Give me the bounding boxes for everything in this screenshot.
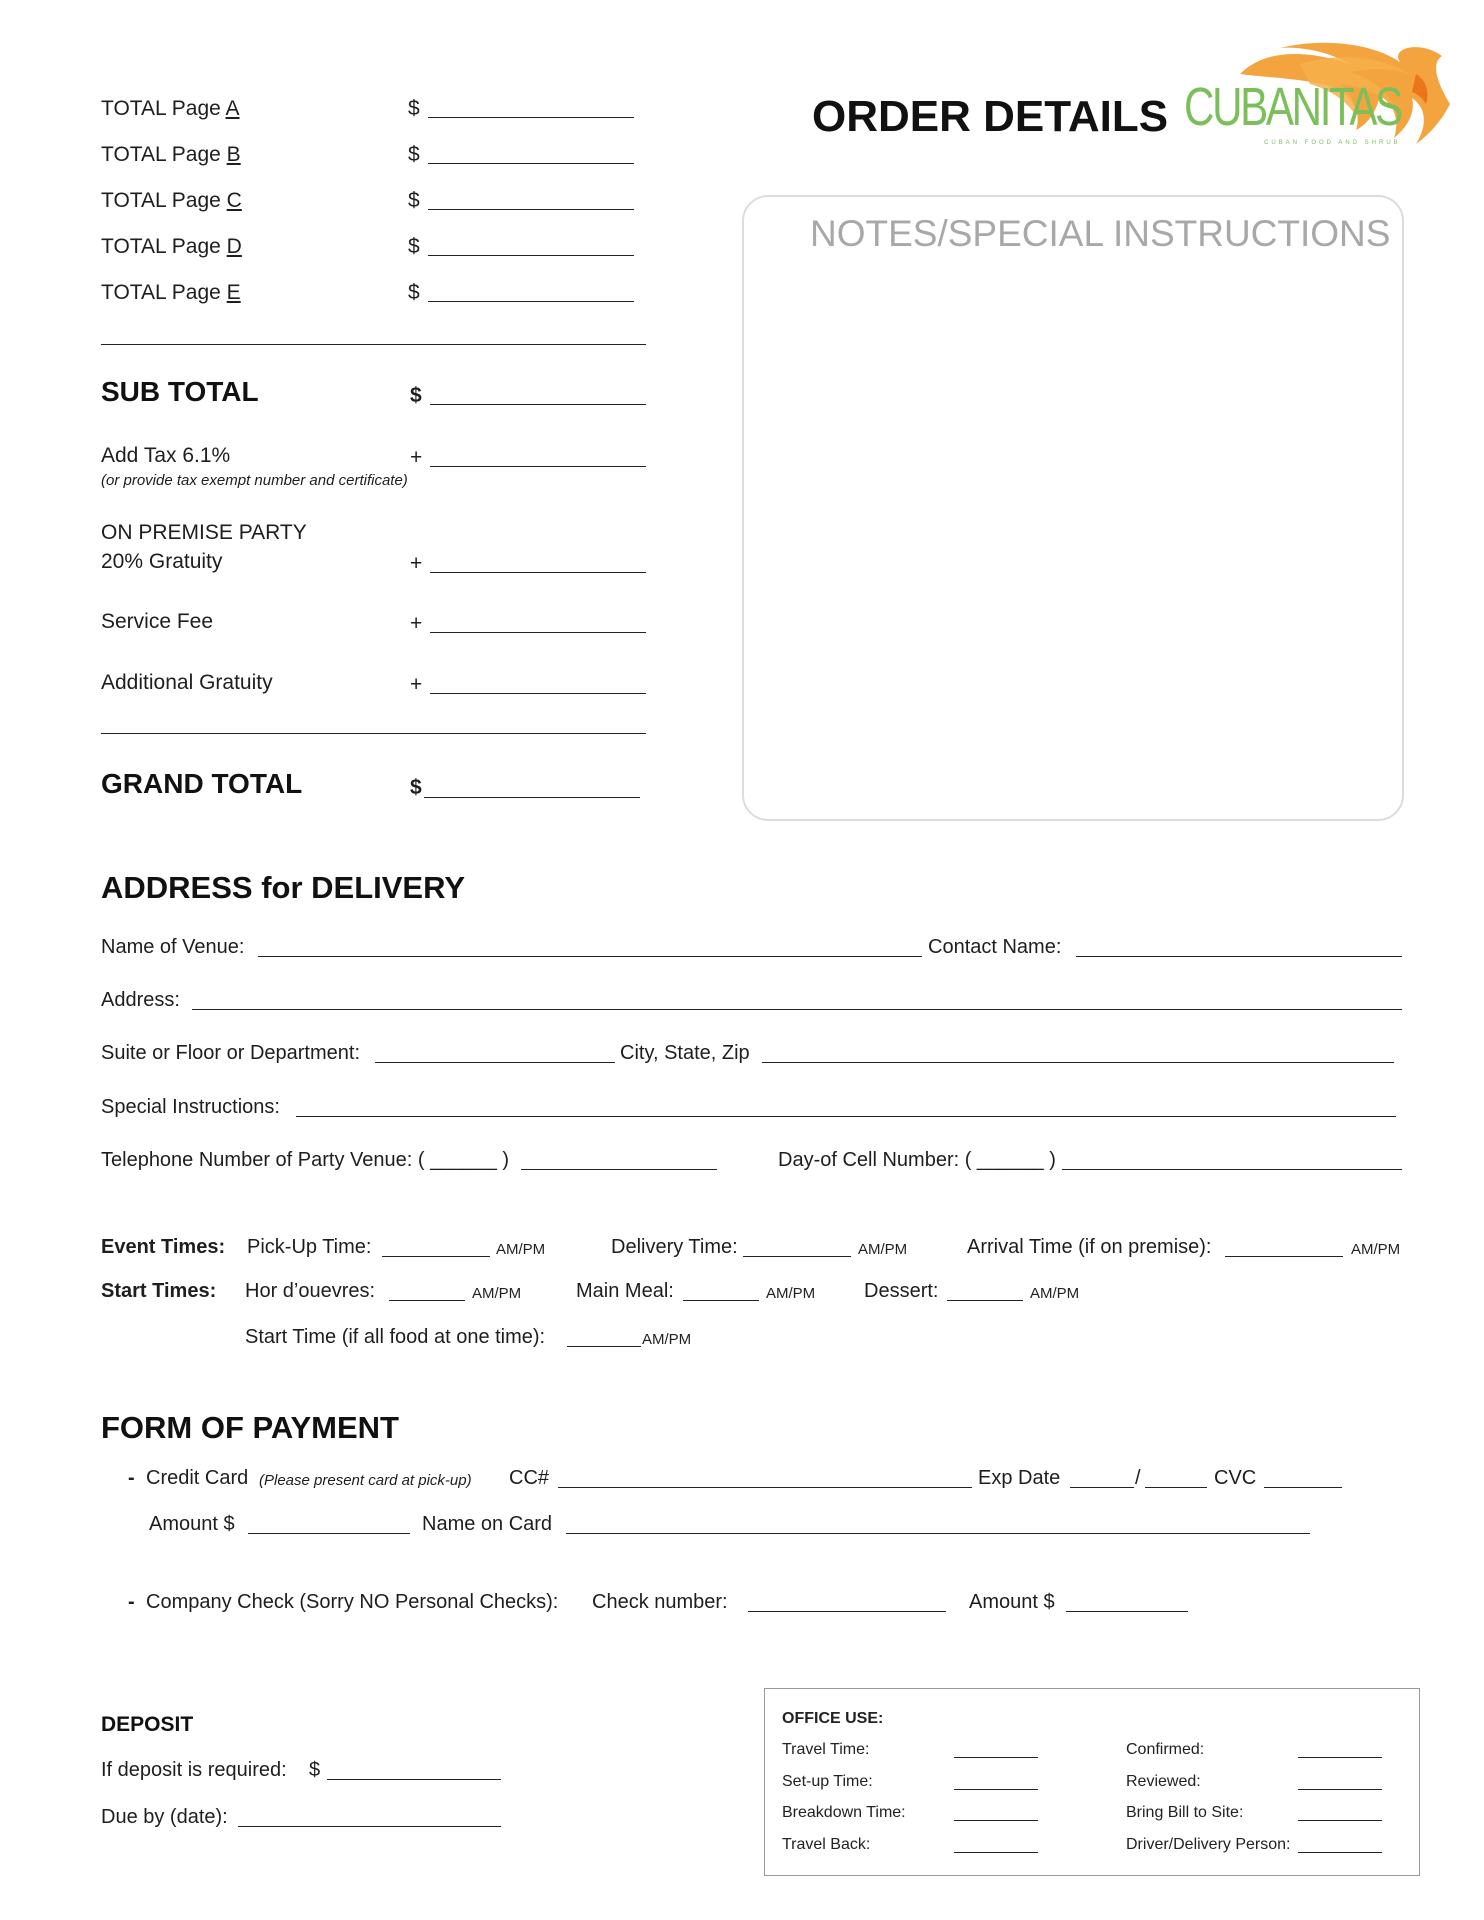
tax-note: (or provide tax exempt number and certificate) <box>101 472 408 489</box>
currency-symbol: $ <box>410 776 422 799</box>
travel-back-label: Travel Back: <box>782 1836 871 1853</box>
cc-note: (Please present card at pick-up) <box>259 1472 472 1489</box>
total-page-a-field[interactable] <box>428 117 634 118</box>
office-use-title: OFFICE USE: <box>782 1710 884 1727</box>
setup-time-label: Set-up Time: <box>782 1773 873 1790</box>
hors-label: Hor d’ouevres: <box>245 1280 376 1302</box>
delivery-time-label: Delivery Time: <box>611 1236 738 1258</box>
phone-label: Telephone Number of Party Venue: ( ______ ) <box>101 1149 510 1171</box>
deposit-amount-field[interactable] <box>327 1779 501 1780</box>
payment-heading: FORM OF PAYMENT <box>101 1410 399 1445</box>
total-page-e-label: TOTAL Page E <box>101 281 241 304</box>
one-time-field[interactable] <box>567 1346 641 1347</box>
pickup-field[interactable] <box>382 1256 490 1257</box>
phone-field[interactable] <box>521 1169 717 1170</box>
divider <box>101 344 646 345</box>
bring-bill-label: Bring Bill to Site: <box>1126 1804 1244 1821</box>
check-number-field[interactable] <box>748 1611 946 1612</box>
total-page-e-field[interactable] <box>428 301 634 302</box>
ampm-label: AM/PM <box>858 1241 908 1258</box>
name-on-card-field[interactable] <box>566 1533 1310 1534</box>
currency-symbol: $ <box>408 281 420 304</box>
due-date-label: Due by (date): <box>101 1806 228 1828</box>
arrival-time-field[interactable] <box>1225 1256 1343 1257</box>
sub-total-label: SUB TOTAL <box>101 376 259 407</box>
additional-gratuity-field[interactable] <box>430 693 646 694</box>
total-page-a-label: TOTAL Page A <box>101 97 240 120</box>
name-on-card-label: Name on Card <box>422 1513 553 1535</box>
notes-box[interactable] <box>742 195 1404 821</box>
currency-symbol: $ <box>309 1759 321 1781</box>
travel-time-label: Travel Time: <box>782 1741 870 1758</box>
cell-label: Day-of Cell Number: ( ______ ) <box>778 1149 1056 1171</box>
bring-bill-field[interactable] <box>1298 1820 1382 1821</box>
suite-field[interactable] <box>375 1062 615 1063</box>
ampm-label: AM/PM <box>1030 1285 1080 1302</box>
company-check-label: Company Check (Sorry NO Personal Checks): <box>146 1591 559 1613</box>
main-meal-label: Main Meal: <box>576 1280 674 1302</box>
tax-label: Add Tax 6.1% <box>101 444 231 467</box>
exp-year-field[interactable] <box>1145 1487 1207 1488</box>
plus-sign: + <box>410 446 423 469</box>
cc-amount-field[interactable] <box>248 1533 410 1534</box>
address-field[interactable] <box>192 1009 1402 1010</box>
breakdown-time-label: Breakdown Time: <box>782 1804 906 1821</box>
city-field[interactable] <box>762 1062 1394 1063</box>
check-amount-field[interactable] <box>1066 1611 1188 1612</box>
exp-month-field[interactable] <box>1070 1487 1134 1488</box>
pickup-label: Pick-Up Time: <box>247 1236 372 1258</box>
total-page-c-field[interactable] <box>428 209 634 210</box>
delivery-time-field[interactable] <box>743 1256 851 1257</box>
cvc-label: CVC <box>1214 1467 1257 1489</box>
exp-slash: / <box>1135 1467 1141 1489</box>
contact-field[interactable] <box>1076 956 1402 957</box>
total-page-c-label: TOTAL Page C <box>101 189 242 212</box>
driver-field[interactable] <box>1298 1852 1382 1853</box>
cc-amount-label: Amount $ <box>149 1513 235 1535</box>
city-label: City, State, Zip <box>620 1042 750 1064</box>
additional-gratuity-label: Additional Gratuity <box>101 671 273 694</box>
total-page-b-label: TOTAL Page B <box>101 143 241 166</box>
contact-label: Contact Name: <box>928 936 1062 958</box>
suite-label: Suite or Floor or Department: <box>101 1042 360 1064</box>
travel-back-field[interactable] <box>954 1852 1038 1853</box>
due-date-field[interactable] <box>238 1826 501 1827</box>
service-fee-field[interactable] <box>430 632 646 633</box>
service-fee-label: Service Fee <box>101 610 214 633</box>
cc-number-field[interactable] <box>558 1487 972 1488</box>
check-amount-label: Amount $ <box>969 1591 1055 1613</box>
total-page-b-field[interactable] <box>428 163 634 164</box>
hors-field[interactable] <box>389 1300 465 1301</box>
office-use-box <box>764 1688 1420 1876</box>
credit-card-label: Credit Card <box>146 1467 249 1489</box>
premise-label: ON PREMISE PARTY <box>101 521 307 544</box>
check-number-label: Check number: <box>592 1591 728 1613</box>
one-time-label: Start Time (if all food at one time): <box>245 1326 546 1348</box>
cc-number-label: CC# <box>509 1467 550 1489</box>
plus-sign: + <box>410 612 423 635</box>
bullet-dash: - <box>128 1591 135 1613</box>
ampm-label: AM/PM <box>1351 1241 1401 1258</box>
divider <box>101 733 646 734</box>
currency-symbol: $ <box>408 143 420 166</box>
exp-date-label: Exp Date <box>978 1467 1061 1489</box>
confirmed-label: Confirmed: <box>1126 1741 1205 1758</box>
ampm-label: AM/PM <box>496 1241 546 1258</box>
dessert-field[interactable] <box>947 1300 1023 1301</box>
logo-tagline: CUBAN FOOD AND SHRUB <box>1264 140 1401 146</box>
bullet-dash: - <box>128 1467 135 1489</box>
plus-sign: + <box>410 552 423 575</box>
page-title: ORDER DETAILS <box>812 92 1169 141</box>
currency-symbol: $ <box>410 384 422 407</box>
breakdown-time-field[interactable] <box>954 1820 1038 1821</box>
address-label: Address: <box>101 989 180 1011</box>
reviewed-label: Reviewed: <box>1126 1773 1201 1790</box>
dessert-label: Dessert: <box>864 1280 939 1302</box>
confirmed-field[interactable] <box>1298 1757 1382 1758</box>
notes-title: NOTES/SPECIAL INSTRUCTIONS <box>810 213 1391 254</box>
gratuity-label: 20% Gratuity <box>101 550 223 573</box>
deposit-required-label: If deposit is required: <box>101 1759 287 1781</box>
grand-total-label: GRAND TOTAL <box>101 768 303 799</box>
gratuity-field[interactable] <box>430 572 646 573</box>
setup-time-field[interactable] <box>954 1789 1038 1790</box>
grand-total-field[interactable] <box>424 797 640 798</box>
plus-sign: + <box>410 673 423 696</box>
travel-time-field[interactable] <box>954 1757 1038 1758</box>
currency-symbol: $ <box>408 235 420 258</box>
driver-label: Driver/Delivery Person: <box>1126 1836 1291 1853</box>
start-times-label: Start Times: <box>101 1280 217 1302</box>
cvc-field[interactable] <box>1264 1487 1342 1488</box>
venue-field[interactable] <box>258 956 922 957</box>
reviewed-field[interactable] <box>1298 1789 1382 1790</box>
deposit-heading: DEPOSIT <box>101 1713 194 1736</box>
ampm-label: AM/PM <box>766 1285 816 1302</box>
ampm-label: AM/PM <box>472 1285 522 1302</box>
cell-field[interactable] <box>1062 1169 1402 1170</box>
logo-wordmark: CUBANITAS <box>1184 77 1401 137</box>
total-page-d-field[interactable] <box>428 255 634 256</box>
ampm-label: AM/PM <box>642 1331 692 1348</box>
currency-symbol: $ <box>408 97 420 120</box>
currency-symbol: $ <box>408 189 420 212</box>
special-label: Special Instructions: <box>101 1096 280 1118</box>
arrival-time-label: Arrival Time (if on premise): <box>967 1236 1212 1258</box>
tax-field[interactable] <box>430 466 646 467</box>
special-field[interactable] <box>296 1116 1396 1117</box>
cubanitas-logo <box>1180 34 1462 154</box>
total-page-d-label: TOTAL Page D <box>101 235 242 258</box>
sub-total-field[interactable] <box>430 404 646 405</box>
event-times-label: Event Times: <box>101 1236 226 1258</box>
venue-label: Name of Venue: <box>101 936 245 958</box>
main-meal-field[interactable] <box>683 1300 759 1301</box>
delivery-heading: ADDRESS for DELIVERY <box>101 870 466 905</box>
